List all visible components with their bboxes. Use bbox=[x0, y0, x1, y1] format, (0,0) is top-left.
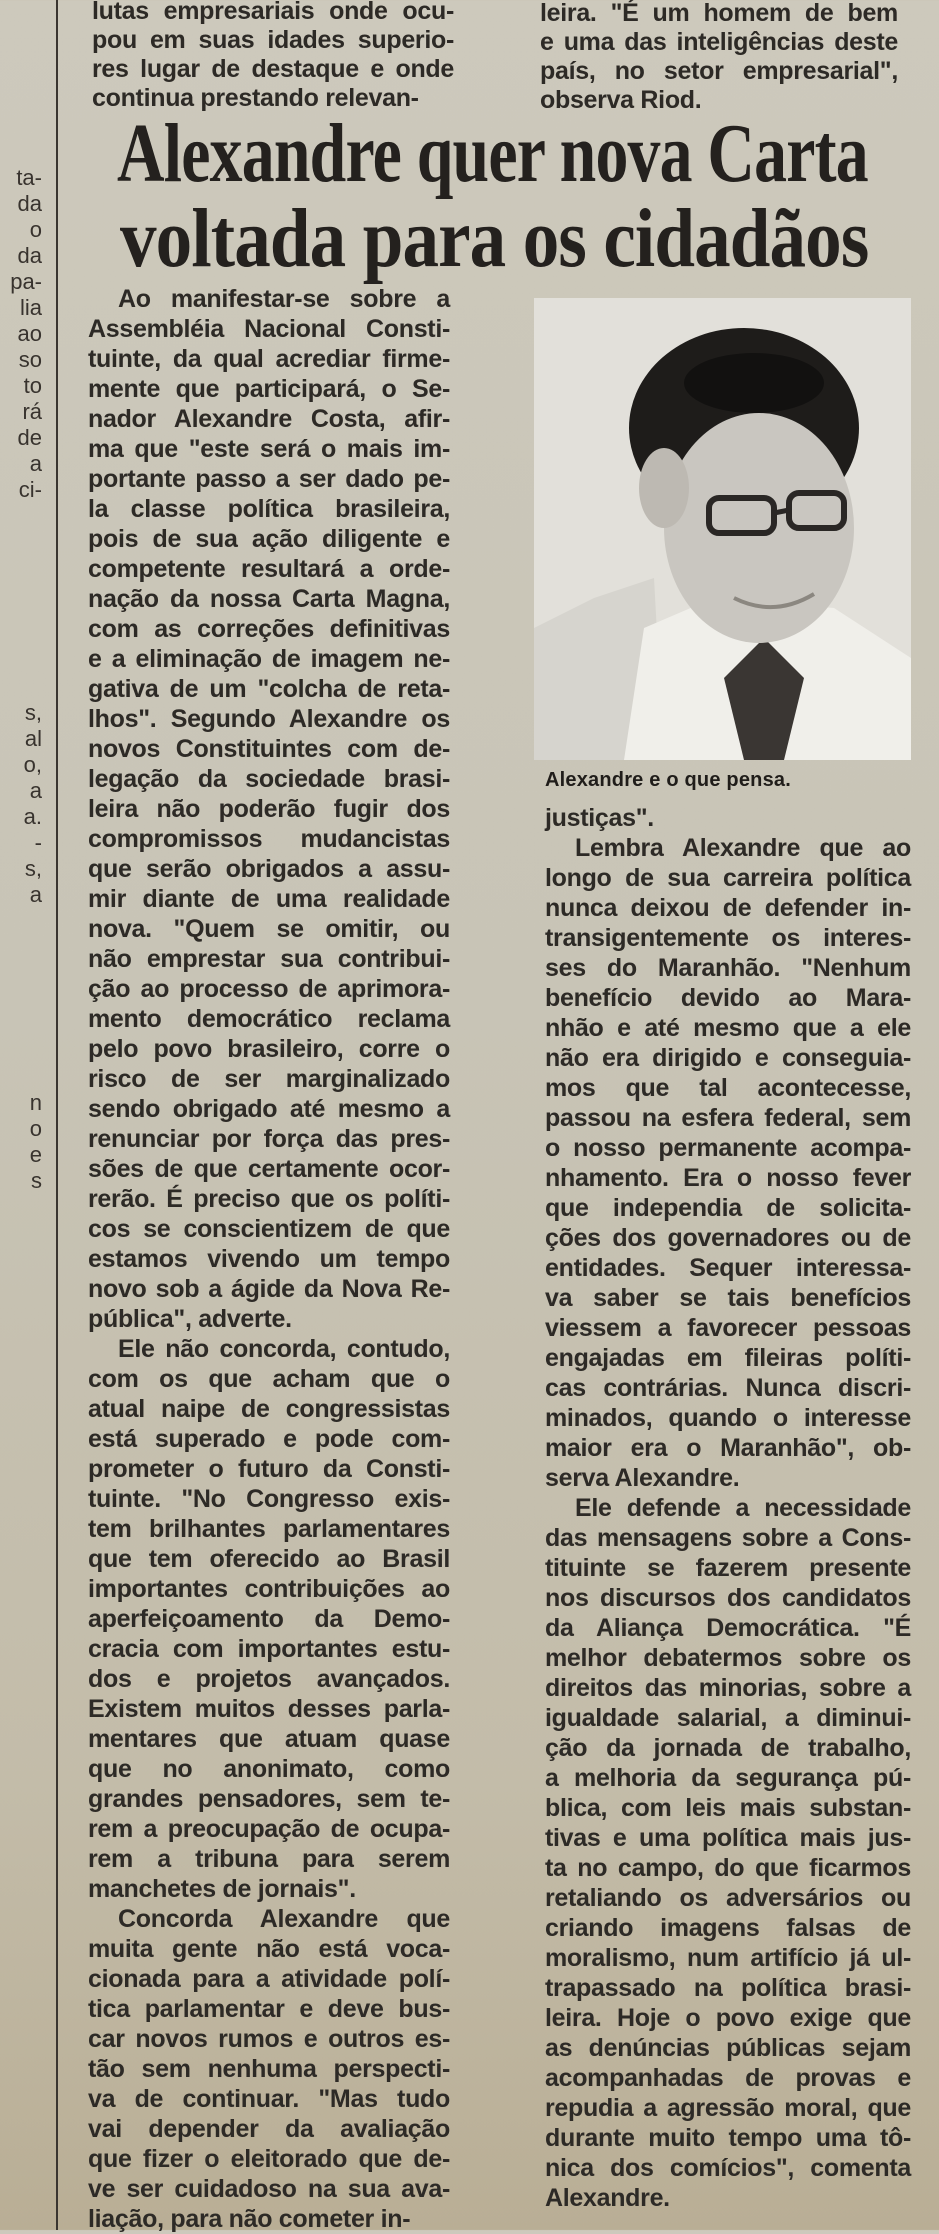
text-line: e uma das inteligências deste bbox=[540, 28, 898, 56]
text-line: atual naipe de congressistas bbox=[88, 1395, 450, 1423]
text-line: manchetes de jornais". bbox=[88, 1875, 356, 1903]
fragment-text: a bbox=[29, 882, 42, 907]
text-line: compromissos mudancistas bbox=[88, 825, 450, 853]
text-line: que fizer o eleitorado que de- bbox=[88, 2145, 450, 2173]
text-line: novos Constituintes com de- bbox=[88, 735, 450, 763]
text-line: competente resultará a orde- bbox=[88, 555, 450, 583]
text-line: que no anonimato, como bbox=[88, 1755, 450, 1783]
text-line: lutas empresariais onde ocu- bbox=[92, 0, 454, 25]
text-line: cos se conscientizem de que bbox=[88, 1215, 450, 1243]
text-line: que tem oferecido ao Brasil bbox=[88, 1545, 450, 1573]
text-line: rem a tribuna para serem bbox=[88, 1845, 450, 1873]
text-line: está superado e pode com- bbox=[88, 1425, 450, 1453]
portrait-image bbox=[534, 298, 911, 760]
fragment-text: o bbox=[29, 217, 42, 242]
text-line: país, no setor empresarial", bbox=[540, 57, 898, 85]
text-line: legação da sociedade brasi- bbox=[88, 765, 450, 793]
text-line: ma que "este será o mais im- bbox=[88, 435, 450, 463]
text-line: Ao manifestar-se sobre a bbox=[118, 285, 450, 313]
adjacent-column-fragment bbox=[2, 165, 42, 503]
fragment-text: e bbox=[29, 1142, 42, 1167]
portrait-photo bbox=[534, 298, 911, 760]
text-line: cas contrárias. Nunca discri- bbox=[545, 1374, 911, 1402]
text-line: sões de que certamente ocor- bbox=[88, 1155, 450, 1183]
text-line: dos e projetos avançados. bbox=[88, 1665, 450, 1693]
paragraph bbox=[88, 1334, 450, 1904]
text-line: cracia com importantes estu- bbox=[88, 1635, 450, 1663]
text-line: nunca deixou de defender in- bbox=[545, 894, 911, 922]
fragment-text: pa- bbox=[10, 269, 42, 294]
article-column-2 bbox=[545, 803, 911, 2213]
text-line: blica, com leis mais substan- bbox=[545, 1794, 911, 1822]
text-line: tivas e uma política mais jus- bbox=[545, 1824, 911, 1852]
text-line: ta no campo, do que ficarmos bbox=[545, 1854, 911, 1882]
text-line: mir diante de uma realidade bbox=[88, 885, 450, 913]
paragraph bbox=[545, 1493, 911, 2213]
text-line: pelo povo brasileiro, corre o bbox=[88, 1035, 450, 1063]
text-line: continua prestando relevan- bbox=[92, 84, 419, 112]
text-line: ção da jornada de trabalho, bbox=[545, 1734, 911, 1762]
text-line: aperfeiçoamento da Demo- bbox=[88, 1605, 450, 1633]
fragment-text: ao bbox=[17, 321, 42, 346]
text-line: risco de ser marginalizado bbox=[88, 1065, 450, 1093]
text-line: Ele não concorda, contudo, bbox=[118, 1335, 450, 1363]
text-line: não era dirigido e conseguia- bbox=[545, 1044, 911, 1072]
text-line: res lugar de destaque e onde bbox=[92, 55, 454, 83]
text-line: mente que participará, o Se- bbox=[88, 375, 450, 403]
text-line: pou em suas idades superio- bbox=[92, 26, 454, 54]
text-line: prometer o futuro da Consti- bbox=[88, 1455, 450, 1483]
text-line: acompanhadas de provas e bbox=[545, 2064, 911, 2092]
text-line: va saber se tais benefícios bbox=[545, 1284, 911, 1312]
text-line: justiças". bbox=[545, 804, 654, 832]
text-line: passou na esfera federal, sem bbox=[545, 1104, 911, 1132]
text-line: tuinte. "No Congresso exis- bbox=[88, 1485, 450, 1513]
text-line: pública", adverte. bbox=[88, 1305, 292, 1333]
text-line: nhamento. Era o nosso fever bbox=[545, 1164, 911, 1192]
text-line: tuinte, da qual acrediar firme- bbox=[88, 345, 450, 373]
text-line: engajadas em fileiras políti- bbox=[545, 1344, 911, 1372]
fragment-text: al bbox=[24, 726, 42, 751]
fragment-text: so bbox=[18, 347, 42, 372]
text-line: com os que acham que o bbox=[88, 1365, 450, 1393]
text-line: mos que tal acontecesse, bbox=[545, 1074, 911, 1102]
text-line: muita gente não está voca- bbox=[88, 1935, 450, 1963]
text-line: Concorda Alexandre que bbox=[118, 1905, 450, 1933]
text-line: sendo obrigado até mesmo a bbox=[88, 1095, 450, 1123]
text-line: viessem a favorecer pessoas bbox=[545, 1314, 911, 1342]
text-line: portante passo a ser dado pe- bbox=[88, 465, 450, 493]
text-line: que independia de solicita- bbox=[545, 1194, 911, 1222]
fragment-text: n bbox=[29, 1090, 42, 1115]
text-line: Ele defende a necessidade bbox=[575, 1494, 911, 1522]
fragment-text: o, bbox=[23, 752, 42, 777]
text-line: ções dos governadores ou de bbox=[545, 1224, 911, 1252]
text-line: retaliando os adversários ou bbox=[545, 1884, 911, 1912]
fragment-text: rá bbox=[22, 399, 42, 424]
text-line: estamos vivendo um tempo bbox=[88, 1245, 450, 1273]
text-line: entidades. Sequer interessa- bbox=[545, 1254, 911, 1282]
fragment-text: ta- bbox=[16, 165, 42, 190]
text-line: ses do Maranhão. "Nenhum bbox=[545, 954, 911, 982]
fragment-text: de bbox=[17, 425, 42, 450]
fragment-text: da bbox=[17, 243, 42, 268]
text-line: renunciar por força das pres- bbox=[88, 1125, 450, 1153]
fragment-text: o bbox=[29, 1116, 42, 1141]
text-line: nação da nossa Carta Magna, bbox=[88, 585, 450, 613]
paragraph bbox=[545, 803, 911, 833]
text-line: va de continuar. "Mas tudo bbox=[88, 2085, 450, 2113]
text-line: trapassado na política brasi- bbox=[545, 1974, 911, 2002]
text-line: la classe política brasileira, bbox=[88, 495, 450, 523]
fragment-text: ci- bbox=[18, 477, 42, 502]
text-line: vai depender da avaliação bbox=[88, 2115, 450, 2143]
text-line: ve ser cuidadoso na sua ava- bbox=[88, 2175, 450, 2203]
previous-article-column-2 bbox=[540, 0, 898, 115]
fragment-text: a bbox=[29, 451, 42, 476]
fragment-text: s, bbox=[24, 856, 42, 881]
text-line: pois de sua ação diligente e bbox=[88, 525, 450, 553]
text-line: repudia a agressão moral, que bbox=[545, 2094, 911, 2122]
text-line: da Aliança Democrática. "É bbox=[545, 1614, 911, 1642]
text-line: benefício devido ao Mara- bbox=[545, 984, 911, 1012]
fragment-text: lia bbox=[19, 295, 42, 320]
text-line: durante muito tempo uma tô- bbox=[545, 2124, 911, 2152]
text-line: não emprestar sua contribui- bbox=[88, 945, 450, 973]
text-line: longo de sua carreira política bbox=[545, 864, 911, 892]
text-line: das mensagens sobre a Cons- bbox=[545, 1524, 911, 1552]
text-line: leira. "É um homem de bem bbox=[540, 0, 898, 27]
text-line: serva Alexandre. bbox=[545, 1464, 740, 1492]
text-line: novo sob a ágide da Nova Re- bbox=[88, 1275, 450, 1303]
text-line: nhão e até mesmo que a ele bbox=[545, 1014, 911, 1042]
article-column-1 bbox=[88, 284, 450, 2234]
fragment-text: s bbox=[31, 1168, 42, 1193]
text-line: transigentemente os interes- bbox=[545, 924, 911, 952]
text-line: mento democrático reclama bbox=[88, 1005, 450, 1033]
fragment-text: - bbox=[34, 830, 42, 855]
column-rule bbox=[56, 0, 58, 2230]
text-line: cionada para a atividade polí- bbox=[88, 1965, 450, 1993]
text-line: a melhoria da segurança pú- bbox=[545, 1764, 911, 1792]
text-line: gativa de um "colcha de reta- bbox=[88, 675, 450, 703]
fragment-text: s, bbox=[24, 700, 42, 725]
fragment-text: a. bbox=[23, 804, 42, 829]
headline-line-1: Alexandre quer nova Carta bbox=[117, 107, 868, 200]
text-line: tituinte se fazerem presente bbox=[545, 1554, 911, 1582]
fragment-text: a bbox=[29, 778, 42, 803]
text-line: grandes pensadores, sem te- bbox=[88, 1785, 450, 1813]
text-line: e a eliminação de imagem ne- bbox=[88, 645, 450, 673]
text-line: leira. Hoje o povo exige que bbox=[545, 2004, 911, 2032]
text-line: Existem muitos desses parla- bbox=[88, 1695, 450, 1723]
text-line: tão sem nenhuma perspecti- bbox=[88, 2055, 450, 2083]
text-line: car novos rumos e outros es- bbox=[88, 2025, 450, 2053]
text-line: com as correções definitivas bbox=[88, 615, 450, 643]
text-line: tem brilhantes parlamentares bbox=[88, 1515, 450, 1543]
adjacent-column-fragment bbox=[2, 1090, 42, 1194]
photo-caption: Alexandre e o que pensa. bbox=[545, 769, 791, 791]
text-line: minados, quando o interesse bbox=[545, 1404, 911, 1432]
text-line: Assembléia Nacional Consti- bbox=[88, 315, 450, 343]
text-line: Alexandre. bbox=[545, 2184, 670, 2212]
text-line: maior era o Maranhão", ob- bbox=[545, 1434, 911, 1462]
text-line: mentares que atuam quase bbox=[88, 1725, 450, 1753]
paragraph bbox=[545, 833, 911, 1493]
adjacent-column-fragment bbox=[2, 700, 42, 908]
text-line: as denúncias públicas sejam bbox=[545, 2034, 911, 2062]
text-line: importantes contribuições ao bbox=[88, 1575, 450, 1603]
paragraph bbox=[88, 1904, 450, 2234]
text-line: o nosso permanente acompa- bbox=[545, 1134, 911, 1162]
text-line: observa Riod. bbox=[540, 86, 702, 114]
text-line: ção ao processo de aprimora- bbox=[88, 975, 450, 1003]
text-line: criando imagens falsas de bbox=[545, 1914, 911, 1942]
paragraph bbox=[88, 284, 450, 1334]
text-line: igualdade salarial, a diminui- bbox=[545, 1704, 911, 1732]
text-line: moralismo, num artifício já ul- bbox=[545, 1944, 911, 1972]
fragment-text: to bbox=[23, 373, 42, 398]
text-line: liação, para não cometer in- bbox=[88, 2205, 411, 2233]
text-line: rerão. É preciso que os políti- bbox=[88, 1185, 450, 1213]
fragment-text: da bbox=[17, 191, 42, 216]
text-line: tica parlamentar e deve bus- bbox=[88, 1995, 450, 2023]
text-line: Lembra Alexandre que ao bbox=[575, 834, 911, 862]
text-line: nova. "Quem se omitir, ou bbox=[88, 915, 450, 943]
text-line: melhor debatermos sobre os bbox=[545, 1644, 911, 1672]
headline-line-2: voltada para os cidadãos bbox=[120, 192, 869, 285]
previous-article-column-1 bbox=[92, 0, 454, 113]
text-line: nador Alexandre Costa, afir- bbox=[88, 405, 450, 433]
text-line: nos discursos dos candidatos bbox=[545, 1584, 911, 1612]
text-line: direitos das minorias, sobre a bbox=[545, 1674, 911, 1702]
text-line: que serão obrigados a assu- bbox=[88, 855, 450, 883]
text-line: rem a preocupação de ocupa- bbox=[88, 1815, 450, 1843]
text-line: leira não poderão fugir dos bbox=[88, 795, 450, 823]
text-line: lhos". Segundo Alexandre os bbox=[88, 705, 450, 733]
text-line: nica dos comícios", comenta bbox=[545, 2154, 911, 2182]
